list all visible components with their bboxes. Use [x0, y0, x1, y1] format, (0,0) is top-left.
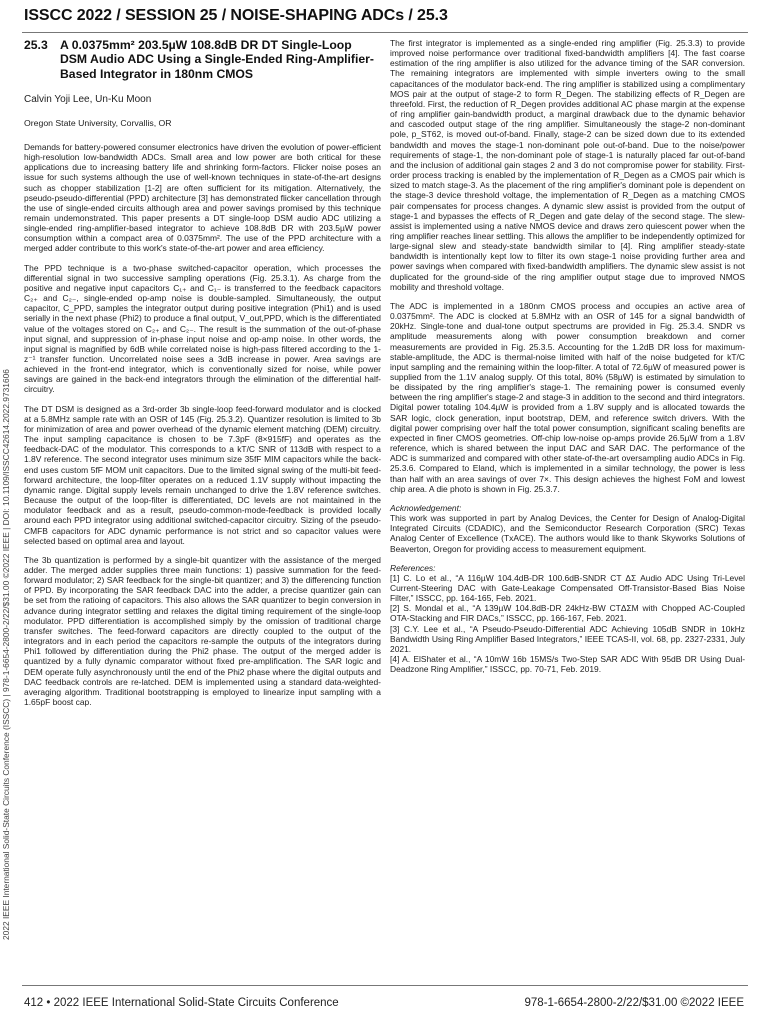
reference-item: [1] C. Lo et al., “A 116µW 104.4dB-DR 100.6dB-SNDR CT ΔΣ Audio ADC Using Tri-Level Current-Steering DAC with Gate-Leakage Compensated Off-Transistor-Based Bias Noise Filter,” ISSCC, pp. 164-165, Feb. 2021. — [390, 572, 745, 604]
reference-item: [4] A. ElShater et al., “A 10mW 16b 15MS/s Two-Step SAR ADC With 95dB DR Using Dual-Deadzone Ring Amplifier,” ISSCC, pp. 70-71, Feb. 2019. — [390, 654, 745, 675]
body-paragraph: The 3b quantization is performed by a single-bit quantizer with the assistance of the merged adder. The merged adder supplies three main functions: 1) passive summation for the feed-forward modulator; 2) SAR feedback for the single-bit quantizer; and 3) the differencing function of PPD. By incorporating the SAR feedback DAC into the adder, a precise quantizer gain can be set from the ratioing of capacitors. This also allows the SAR quantizer to begin conversion in advance during integrator settling and relaxes the digital timing requirement of the single-loop modulator. PPD differentiation is accomplished simply by the omission of traditional charge transfer switches. The feed-forward capacitors are directly coupled to the output of the integrators and in each period the capacitors re-sample the outputs of the integrators during Phi1 followed by differentiation during the Phi2 phase. The output of the merged adder is quantized by a fully dynamic comparator without fixed pre-amplification. The SAR logic and DEM operate fully asynchronously until the end of the Phi2 phase where the digital outputs and DAC feedback controls are re-latched. DEM is implemented using a standard data-weighted-averaging algorithm. Traditional bootstrapping is employed to linearize input sampling with a 1.65pF boost cap. — [24, 554, 381, 708]
acknowledgement-text: This work was supported in part by Analog Devices, the Center for Design of Analog-Digital Integrated Circuits (CDADIC), and the Semiconductor Research Corporation (SRC) Texas Analog Center of Excellence (TxACE). The authors would like to thank Skyworks Solutions of Beaverton, Oregon for providing access to measurement equipment. — [390, 513, 745, 554]
paper-number: 25.3 — [24, 38, 48, 52]
page-header — [0, 0, 768, 30]
paper-title: A 0.0375mm² 203.5µW 108.8dB DR DT Single-Loop DSM Audio ADC Using a Single-Ended Ring-Amplifier-Based Integrator in 180nm CMOS — [60, 38, 374, 81]
paper-authors: Calvin Yoji Lee, Un-Ku Moon — [24, 93, 152, 105]
reference-item: [3] C.Y. Lee et al., “A Pseudo-Pseudo-Differential ADC Achieving 105dB SNDR in 10kHz Bandwidth Using Ring Amplifier Based Integrators,” IEEE TCAS-II, vol. 68, pp. 2327-2331, July 2021. — [390, 623, 745, 654]
body-paragraph: The PPD technique is a two-phase switched-capacitor operation, which processes the differential signal in two successive sampling operations (Fig. 25.3.1). As charge from the positive and negative input capacitors C₁₊ and C₁₋ is transferred to the feedback capacitors C₂₊ and C₂₋, single-ended op-amp noise is double-sampled. Simultaneously, the output capacitor, C_PPD, samples the integrator output during positive integration (Phi1) and is used serially in the next phase (Phi2) to produce a final output, V_out,PPD, which is the differentiated value of the voltages stored on C₂₊ and C₂₋. The result is the summation of the out-of-phase input signal, and suppression of in-phase input noise and op-amp noise. In other words, the input signal is magnified by 6dB while correlated noise is high-pass filtered according to the 1-z⁻¹ transfer function. Uncorrelated noise sees a 3dB increase in power. Area savings are achieved in the front-end integrator, which is conventionally sized for noise, while power savings are gained in the back-end integrators through the elimination of the differential half-circuitry. — [24, 262, 381, 395]
body-paragraph: The ADC is implemented in a 180nm CMOS process and occupies an active area of 0.0375mm². The ADC is clocked at 5.8MHz with an OSR of 145 for a signal bandwidth of 20kHz. Single-tone and dual-tone output spectrums are provided in Fig. 25.3.4. SNDR vs amplitude measurements along with power consumption breakdown and corner measurements are provided in Fig. 25.3.5. Accounting for the 1.2dB DR loss for maximum-stable-amplitude, the ADC is thermal-noise limited with half of the noise budgeted for kT/C input sampling and the remaining within the loop-filter. A total of 72.6µW of measured power is supplied from the 1.1V analog supply. Of this total, 80% (58µW) is estimated by simulation to be dissipated by the ring amplifier's stage-1. The remaining power is consumed evenly between the ring amplifier's stage-2 and stage-3 in addition to the second and third integrators. Digital power totaling 104.4µW is provided from a 1.8V supply and is allocated towards the SAR logic, clock generation, input bootstrap, DEM, and reference switch drivers. With the digital power comprising over half the total power consumption, significant scaling benefits are expected in finer CMOS geometries. Off-chip low-noise op-amps provide 26.5µW from a 1.8V reference, which is shared between the input DAC and SAR DAC. The performance of the ADC is summarized and compared with other state-of-the-art oversampling audio ADCs in Fig. 25.3.6. Compared to Eland, which is implemented in a similar technology, the power is less than half with an area savings of over 7×. This design achieves the highest FoM and lowest chip area. A die photo is shown in Fig. 25.3.7. — [390, 300, 745, 494]
body-paragraph: Demands for battery-powered consumer electronics have driven the evolution of power-efficient high-resolution low-bandwidth ADCs. Small area and low power are both critical for these applications due to increasing battery life and shrinking form-factors. Flicker noise poses an issue for such systems although the use of well-known techniques in state-of-the-art designs such as chopper stabilization [1-2] are often sufficient for its mitigation. Alternatively, the pseudo-pseudo-differential (PPD) architecture [3] has demonstrated flicker cancellation through the use of single-ended circuits although area and power savings promised by this technique remain undemonstrated. This paper presents a DT single-loop DSM audio ADC utilizing a single-ended ring-amplifier-based integrator to achieve 108.8dB DR with 203.5µW power consumption within a compact area of 0.0375mm². The use of the PPD architecture with a merged adder contribute to this work's state-of-the-art power and area efficiency. — [24, 141, 381, 254]
paper-affiliation: Oregon State University, Corvallis, OR — [24, 117, 172, 128]
reference-item: [2] S. Mondal et al., “A 139µW 104.8dB-DR 24kHz-BW CTΔΣM with Chopped AC-Coupled OTA-Stacking and FIR DACs,” ISSCC, pp. 166-167, Feb. 2021. — [390, 603, 745, 624]
right-column — [390, 38, 745, 674]
reference-list — [390, 573, 745, 675]
acknowledgement-heading: Acknowledgement: — [390, 502, 462, 513]
references-heading: References: — [390, 562, 436, 573]
left-column — [24, 38, 381, 707]
body-paragraph: The first integrator is implemented as a single-ended ring amplifier (Fig. 25.3.3) to provide improved noise performance over traditional fixed-bandwidth amplifiers [4]. The fast coarse estimation of the ring amplifier is also utilized for the advance timing of the SAR conversion. The remaining integrators are implemented with simple inverters owing to the small capacitances of the modulator back-end. The ring amplifier is stabilized using a complimentary MOS pair at the output of stage-2 to form R_Degen. The stabilizing effects of R_Degen are threefold. First, the reduction of R_Degen provides additional AC phase margin at the expense of ring amplifier gain-bandwidth product, a marginal drawback due to the dynamic behavior and cascoded output stage of the ring amplifier. Simultaneously the stage-2 non-dominant pole, p_ST62, is moved out-of-band. Finally, stage-2 can be sized down due to its extended bandwidth and moves the stage-1 non-dominant pole out-of-band. Due to the noise/power requirements of stage-1, the non-dominant pole of stage-1 is naturally placed far out-of-band and the inclusion of additional gain stages 2 and 3 do not compromise power for stability. First-order process tracking is enabled by the implementation of R_Degen as a CMOS pair which is sized to match stage-3. As the placement of the ring amplifier's dominant pole is dependent on the stage-3 device threshold voltage, the implementation of R_Degen as a matching CMOS pair compensates for process changes. A dynamic slew assist is provided from the output of stage-1 and bypasses the effects of R_Degen and gate delay of the second stage. The slew-assist is implemented using a native NMOS device and draws zero quiescent power when the ring amplifier reaches linear settling. This allows the amplifier to be independently optimized for large-signal slew and steady-state bandwidth similar to [4]. Ring amplifier steady-state bandwidth is intentionally kept low to filter its own stage-1 noise providing further area and power savings when compared with fixed-bandwidth amplifiers. The dynamic slew assist is not duplicated for the ground-side of the ring amplifier output stage due to improved NMOS mobility and threshold voltage. — [390, 38, 745, 292]
body-paragraph: The DT DSM is designed as a 3rd-order 3b single-loop feed-forward modulator and is clocked at a 5.8MHz sample rate with an OSR of 145 (Fig. 25.3.2). Quantizer resolution is limited to 3b for minimization of area and power overhead of the dynamic element matching (DEM) circuitry. The input sampling capacitance is chosen to be 7.3pF (8×915fF) and operates as the feedback-DAC of the modulator. This corresponds to a kT/C SNR of 113dB with respect to a 1.8V reference. The second integrator uses minimum size 35fF MIM capacitors while the back-end uses custom 5fF MOM unit capacitors. Due to the limited signal swing of the multi-bit feed-forward architecture, the loop-filter operates on a reduced 1.1V supply without impacting the dynamic range. Digital supply levels remain unchanged to drive the 1.8V reference switches. Because the output of the loop-filter is differentiated, DC levels are not maintained in the modulator feedback and as a result, pseudo-common-mode-feedback is provided locally around each PPD integrator using additional switched-capacitor circuitry. Sizing of the pseudo-CMFB capacitors for ADC dynamic performance is not strict and so capacitor values were selected based on optimal area and layout. — [24, 403, 381, 546]
header-divider — [22, 32, 748, 33]
footer-divider — [22, 985, 748, 986]
doi-sidebar: 2022 IEEE International Solid-State Circuits Conference (ISSCC) | 978-1-6654-2800-2/22/$31.00 ©2022 IEEE | DOI: 10.1109/ISSCC42614.2022.9731606 — [1, 369, 11, 940]
footer-page-info: 412 • 2022 IEEE International Solid-State Circuits Conference — [24, 997, 339, 1009]
session-title: ISSCC 2022 / SESSION 25 / NOISE-SHAPING ADCs / 25.3 — [24, 7, 448, 24]
paper-title-block — [24, 38, 381, 81]
footer-copyright: 978-1-6654-2800-2/22/$31.00 ©2022 IEEE — [524, 997, 744, 1009]
